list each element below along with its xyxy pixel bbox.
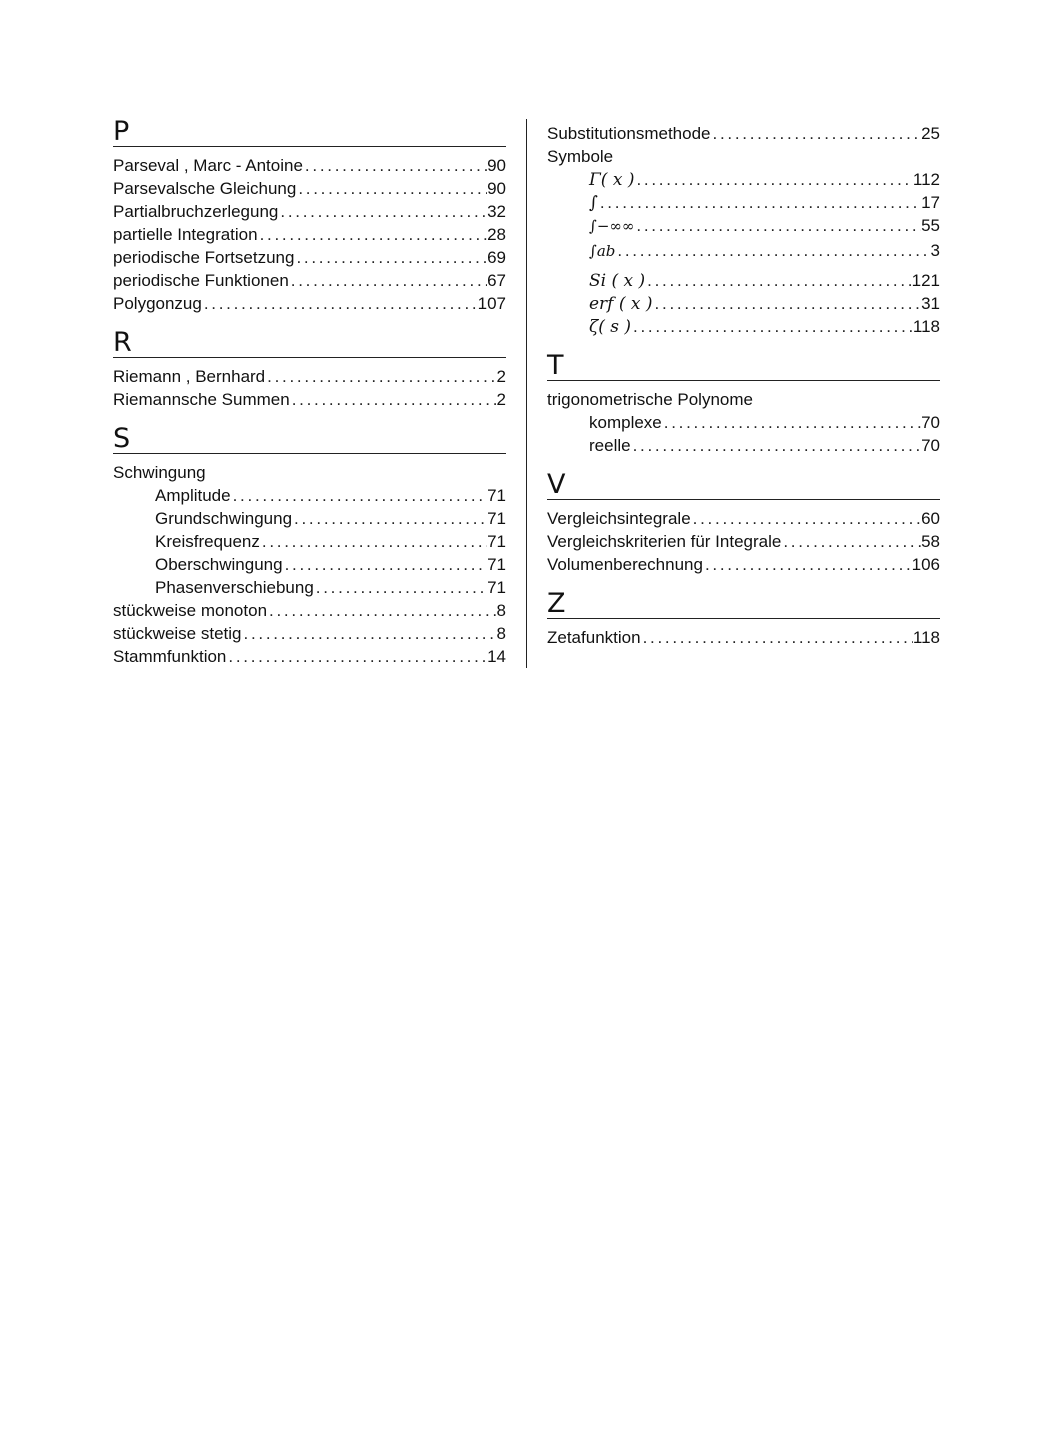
leader-dots [303,154,487,177]
page-number: 8 [496,601,506,620]
index-subentry [113,484,506,507]
leader-dots [711,122,922,145]
entry-label: partielle Integration [113,225,258,244]
leader-dots [267,599,497,622]
index-subentry [113,530,506,553]
index-entry [547,553,940,576]
index-subentry-symbol [547,315,940,338]
leader-dots [258,223,487,246]
leader-dots [703,553,912,576]
leader-dots [289,269,487,292]
index-subentry-symbol [547,214,940,239]
index-entry [113,154,506,177]
index-entry [547,626,940,649]
entry-label: Phasenverschiebung [155,578,314,597]
leader-dots [634,214,921,237]
entry-label: Parsevalsche Gleichung [113,179,297,198]
leader-dots [598,191,921,214]
page-number: 70 [921,436,940,455]
page-number: 2 [496,390,506,409]
page-number: 118 [912,317,940,336]
leader-dots [631,434,921,457]
index-subentry-symbol [547,269,940,292]
section-letter: S [113,425,506,454]
section-letter: R [113,329,506,358]
page-number: 32 [487,202,506,221]
index-subentry [113,553,506,576]
entry-label: Kreisfrequenz [155,532,260,551]
page-number: 60 [921,509,940,528]
entry-label: stückweise monoton [113,601,268,620]
leader-dots [260,530,487,553]
leader-dots [634,168,912,191]
leader-dots [226,645,487,668]
page-number: 31 [921,294,940,313]
section-letter: Z [547,590,940,619]
entry-label: Zetafunktion [547,628,641,647]
page-number: 112 [912,170,940,189]
symbol-label: erf ( x ) [589,294,653,314]
index-entry [113,177,506,200]
symbol-label: ∫ [589,193,598,213]
page-number: 71 [487,486,506,505]
index-entry [113,223,506,246]
index-entry [547,507,940,530]
leader-dots [691,507,921,530]
entry-label: Riemannsche Summen [113,390,290,409]
index-section-r [113,329,506,411]
entry-label: Substitutionsmethode [547,124,711,143]
section-letter: V [547,471,940,500]
leader-dots [278,200,487,223]
leader-dots [653,292,922,315]
section-letter: T [547,352,940,381]
section-letter: P [113,118,506,147]
symbol-label: ∫−∞∞ [589,217,635,235]
index-subentry-symbol [547,292,940,315]
symbol-label: Si ( x ) [589,271,646,291]
index-entry [113,599,506,622]
entry-heading: trigonometrische Polynome [547,390,753,409]
index-subentry-symbol [547,191,940,214]
index-section-s [113,425,506,668]
index-entry [547,530,940,553]
index-entry [113,200,506,223]
leader-dots [662,411,921,434]
leader-dots [314,576,487,599]
leader-dots [781,530,921,553]
symbol-label: ∫ab [589,242,616,260]
index-subentry-symbol [547,239,940,269]
entry-label: Volumenberechnung [547,555,703,574]
page-number: 67 [487,271,506,290]
index-entry [113,292,506,315]
entry-label: Vergleichskriterien für Integrale [547,532,782,551]
page-number: 17 [921,193,940,212]
index-entry [113,645,506,668]
page-number: 71 [487,509,506,528]
leader-dots [296,177,487,200]
index-entry [113,388,506,411]
page-number: 55 [921,216,940,235]
page-number: 14 [487,647,506,666]
leader-dots [290,388,497,411]
entry-label: Grundschwingung [155,509,293,528]
page-number: 90 [487,179,506,198]
page-number: 71 [487,578,506,597]
index-subentry [547,434,940,457]
symbol-label: Γ( x ) [589,170,635,190]
index-subentry [113,576,506,599]
leader-dots [631,315,913,338]
leader-dots [283,553,488,576]
column-divider [526,119,527,668]
index-column-left [113,118,506,668]
page-number: 70 [921,413,940,432]
page-number: 28 [487,225,506,244]
entry-label: Vergleichsintegrale [547,509,691,528]
leader-dots [615,239,930,262]
leader-dots [231,484,487,507]
page-number: 25 [921,124,940,143]
index-column-right [547,122,940,649]
index-entry [547,122,940,145]
page-number: 3 [930,241,940,260]
entry-label: periodische Funktionen [113,271,289,290]
entry-label: Stammfunktion [113,647,227,666]
entry-label: Polygonzug [113,294,202,313]
index-section-t [547,352,940,457]
index-subentry-symbol [547,168,940,191]
entry-heading: Schwingung [113,463,206,482]
entry-label: periodische Fortsetzung [113,248,295,267]
page-number: 71 [487,555,506,574]
page-number: 71 [487,532,506,551]
index-section-z [547,590,940,649]
leader-dots [294,246,487,269]
page-number: 58 [921,532,940,551]
index-entry [113,269,506,292]
index-section-p [113,118,506,315]
entry-label: Oberschwingung [155,555,283,574]
entry-label: komplexe [589,413,662,432]
page-number: 106 [911,555,940,574]
page-number: 118 [912,628,940,647]
entry-label: Amplitude [155,486,231,505]
entry-label: Parseval , Marc - Antoine [113,156,303,175]
entry-label: Partialbruchzerlegung [113,202,279,221]
leader-dots [202,292,478,315]
index-entry [113,246,506,269]
index-section-v [547,471,940,576]
leader-dots [641,626,913,649]
entry-label: stückweise stetig [113,624,242,643]
page-number: 121 [911,271,940,290]
entry-heading: Symbole [547,147,614,166]
index-subentry [113,507,506,530]
entry-label: Riemann , Bernhard [113,367,266,386]
leader-dots [292,507,487,530]
leader-dots [242,622,497,645]
index-subentry [547,411,940,434]
leader-dots [645,269,911,292]
page-number: 2 [496,367,506,386]
page-number: 69 [487,248,506,267]
symbol-label: ζ( s ) [589,317,632,337]
page-number: 8 [496,624,506,643]
index-entry [113,622,506,645]
entry-label: reelle [589,436,631,455]
index-section-s-continued [547,122,940,338]
page-number: 107 [477,294,506,313]
index-entry [113,365,506,388]
leader-dots [265,365,496,388]
page-number: 90 [487,156,506,175]
